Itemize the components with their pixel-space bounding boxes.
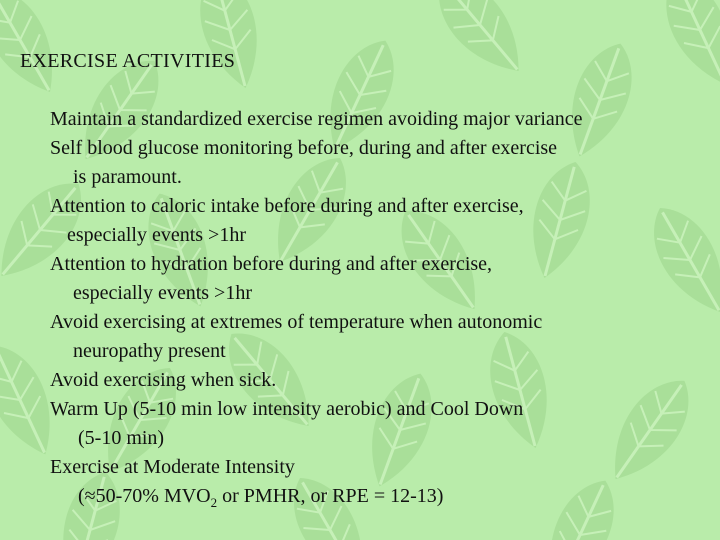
bullet-line: Attention to hydration before during and after exercise,	[50, 253, 493, 275]
bullet-continuation: is paramount.	[73, 166, 182, 188]
bullet-continuation-intensity	[78, 484, 443, 508]
bullet-continuation: neuropathy present	[73, 340, 226, 362]
bullet-line: Exercise at Moderate Intensity	[50, 456, 295, 478]
slide-title: EXERCISE ACTIVITIES	[20, 50, 236, 72]
intensity-suffix: or PMHR, or RPE = 12-13)	[217, 485, 444, 507]
intensity-prefix: (≈50-70% MVO	[78, 485, 211, 507]
bullet-continuation: especially events >1hr	[73, 282, 252, 304]
bullet-line: Warm Up (5-10 min low intensity aerobic) and Cool Down	[50, 398, 524, 420]
bullet-continuation: (5-10 min)	[78, 427, 165, 449]
bullet-line: Maintain a standardized exercise regimen avoiding major variance	[50, 108, 583, 130]
bullet-line: Self blood glucose monitoring before, during and after exercise	[50, 137, 558, 159]
bullet-line: Attention to caloric intake before during and after exercise,	[50, 195, 524, 217]
bullet-line: Avoid exercising at extremes of temperature when autonomic	[50, 311, 543, 333]
bullet-line: Avoid exercising when sick.	[50, 369, 277, 391]
bullet-continuation: especially events >1hr	[67, 224, 246, 246]
subscript-2: 2	[210, 495, 218, 510]
